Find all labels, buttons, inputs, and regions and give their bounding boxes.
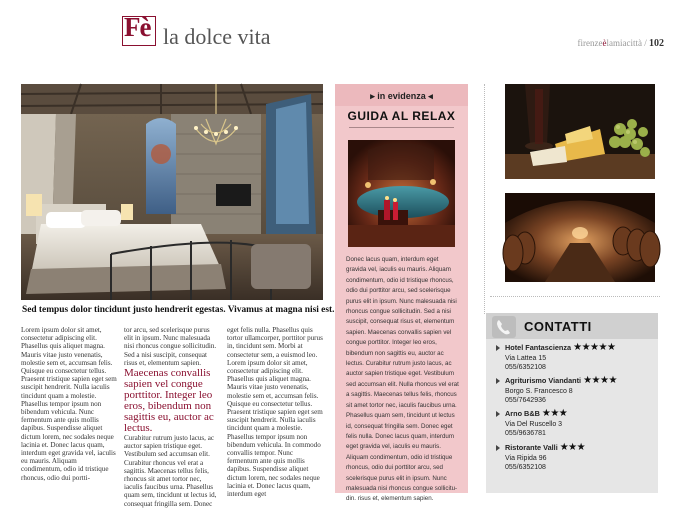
article-column-2 — [124, 326, 220, 508]
relax-guide-text: Donec lacus quam, interdum eget gravida vel, iaculis eu mauris. Aliquam condimentum, odio id tristique rhoncus, odio dui porttitor arcu, sed scelerisque purus elit in ipsum. Nunc malesuada nisi rhoncus congue sollicitudin. Sed a nisi suscipit, consequat risus et, elementum sapien. Maecenas convallis sapien vel congue porttitor. Integer leo eros, bibendum non sagittis eu, auctor ac lectus. Curabitur rutrum justo lacus, ac auctor sapien tristique eget. Vestibulum sed accumsan elit. Nulla rhoncus vel erat a sagittis. Maecenas tellus felis, rhoncus sit amet tortor nec, iaculis faucibus urna. Phasellus quam sem, tincidunt ut lectus id, consequat fringilla sem. Donec eget felis nulla. Donec lacus quam, interdum eget gravida vel, iaculis eu mauris. Aliquam condimentum, odio id tristique rhoncus, odio dui porttitor arcu, sed scelerisque purus elit in ipsum. Nunc malesuada nisi rhoncus congue sollicitu-din. risus et, elementum sapien. — [346, 256, 459, 503]
contact-entry — [496, 409, 656, 439]
page-number: 102 — [649, 38, 664, 49]
photo-caption: Sed tempus dolor tincidunt justo hendrerit egestas. Vivamus at magna nisi est. — [22, 305, 335, 315]
section-title: la dolce vita — [163, 24, 271, 49]
column-2-text-b: Curabitur rutrum justo lacus, ac auctor sapien tristique eget. Vestibulum sed accumsan elit. Curabitur rhoncus vel erat a sagittis. Maecenas tellus felis, rhoncus sit amet tortor nec, iaculis faucibus urna. Phasellus quam sem, tincidunt ut lectus id, consequat fringilla sem. Donec — [124, 434, 217, 508]
bullet-arrow-icon — [496, 345, 500, 351]
column-1-text: Lorem ipsum dolor sit amet, consectetur adipiscing elit. Phasellus quis aliquet magna. Mauris vitae justo venenatis, molestie sem et, accumsan felis. Quisque eu consectetur tellus. Praesent tristique sapien eget sem suscipit hendrerit. Nulla iaculis tincidunt quam a molestie. Phasellus tempor ipsum non bibendum vehicula. Nunc fermentum ante quis mollis dapibus. Suspendisse aliquet dictum lorem, nec sodales neque lacinia et. Donec lacus quam, interdum eget gravida vel, iaculis eu mauris. Aliquam condimentum, odio id tristique rhoncus, odio dui portti- — [21, 326, 117, 482]
column-2-text-a: tor arcu, sed scelerisque purus elit in ipsum. Nunc malesuada nisi rhoncus congue sollicitudin. Sed a nisi suscipit, consequat risus et, elementum sapien. — [124, 326, 217, 367]
column-3-text: eget felis nulla. Phasellus quis tortor ullamcorper, porttitor purus in, tincidunt sem. Morbi at consectetur sem, a euismod leo. Lorem ipsum dolor sit amet, consectetur adipiscing elit. Phasellus quis aliquet magna. Mauris vitae justo venenatis, molestie sem et, accumsan felis. Quisque eu consectetur tellus. Praesent tristique sapien eget sem suscipit hendrerit. Nulla iaculis tincidunt quam a molestie. Phasellus tempor ipsum non bibendum vehicula. In commodo convallis tempor. Nunc fermentum ante quis mollis dapibus. Suspendisse aliquet dictum lorem, nec sodales neque lacinia et. Donec lacus quam, interdum eget — [227, 326, 323, 499]
rating-stars: ★★★★★ — [573, 342, 616, 353]
spa-photo — [348, 140, 455, 247]
contact-address: Via Lattea 15 — [505, 354, 547, 362]
article-column-1 — [21, 326, 117, 493]
running-header-separator: / — [644, 38, 647, 48]
contacts-title: CONTATTI — [524, 319, 592, 334]
contacts-header — [486, 313, 658, 339]
contact-address: Via Del Ruscello 3 — [505, 420, 563, 428]
phone-icon — [492, 316, 516, 338]
contact-entry — [496, 343, 656, 373]
contact-address: Via Ripida 96 — [505, 454, 547, 462]
relax-guide-title: GUIDA AL RELAX — [347, 109, 456, 123]
running-header-tail: lamiacittà — [606, 38, 642, 48]
relax-guide-panel — [335, 84, 468, 503]
bullet-arrow-icon — [496, 378, 500, 384]
contact-entry — [496, 376, 656, 406]
tag-label: in evidenza — [377, 91, 426, 101]
contact-name: Agriturismo Viandanti — [505, 376, 582, 385]
bedroom-photo — [21, 84, 323, 300]
wine-cheese-photo — [505, 84, 655, 179]
contact-phone: 055/6352108 — [505, 364, 546, 371]
tag-arrow-left-icon: ▸ — [370, 91, 375, 101]
running-header — [578, 38, 664, 49]
contact-entry — [496, 443, 656, 473]
running-header-city: firenze — [577, 38, 603, 48]
contact-name: Arno B&B — [505, 409, 540, 418]
rating-stars: ★★★ — [541, 408, 568, 419]
bullet-arrow-icon — [496, 411, 500, 417]
running-header-accent: è — [602, 38, 607, 48]
contacts-box — [486, 313, 658, 493]
bullet-arrow-icon — [496, 445, 500, 451]
logo: Fè — [124, 12, 151, 42]
tag-arrow-right-icon: ◂ — [428, 91, 433, 101]
in-evidenza-tag — [335, 91, 468, 102]
contact-name: Hotel Fantascienza — [505, 343, 572, 352]
contact-name: Ristorante Valli — [505, 443, 558, 452]
pull-quote: Maecenas convallis sapien vel congue porttitor. Integer leo eros, bibendum non sagittis eu, auctor ac lectus. — [124, 367, 214, 435]
rating-stars: ★★★ — [559, 442, 586, 453]
horizontal-divider — [490, 296, 660, 297]
contact-phone: 055/9636781 — [505, 430, 546, 437]
vertical-divider — [484, 84, 485, 314]
rating-stars: ★★★★ — [583, 375, 617, 386]
wine-cellar-photo — [505, 193, 655, 282]
contact-address: Borgo S. Francesco 8 — [505, 387, 573, 395]
article-column-3 — [227, 326, 323, 499]
contact-phone: 055/7642936 — [505, 397, 546, 404]
contact-phone: 055/6352108 — [505, 464, 546, 471]
title-underline — [349, 127, 454, 128]
